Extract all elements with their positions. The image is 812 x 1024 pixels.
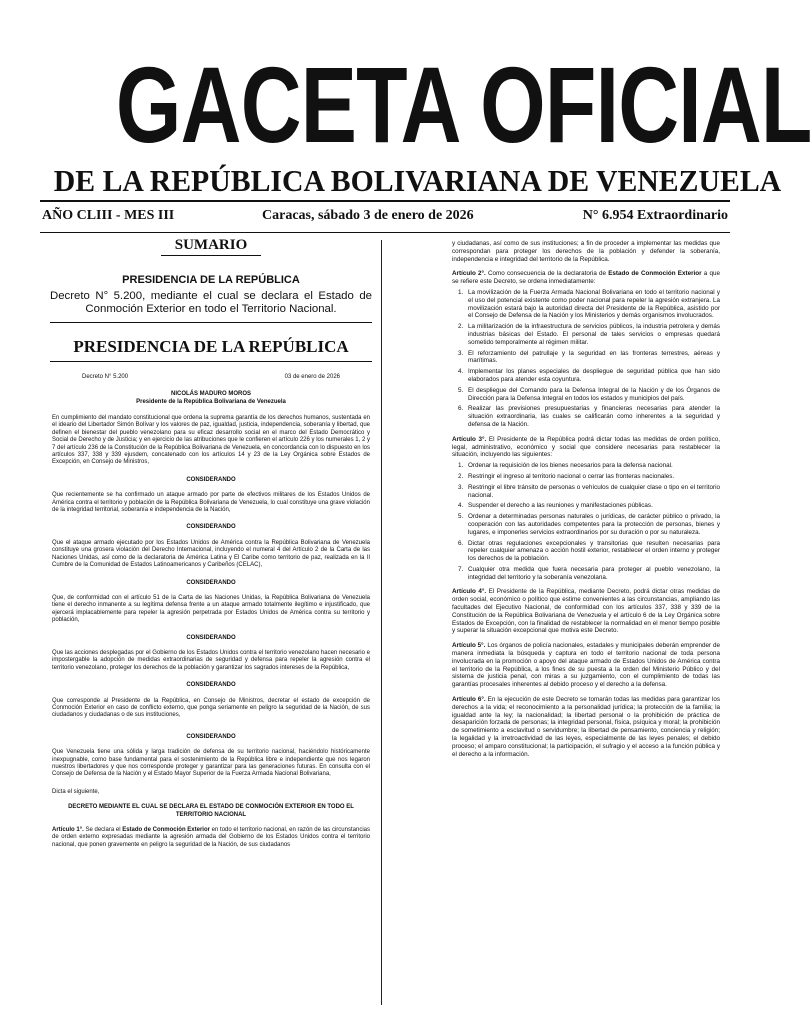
article-2-text-b: a que se refiere este Decreto, se ordena inmediatamente: [452,270,720,286]
article-6-label: Artículo 6°. [452,696,486,704]
article-1-text-a: Se declara el [83,827,123,834]
article-3 [452,436,720,459]
sumario-title: SUMARIO [174,237,248,253]
article-5 [452,642,720,689]
decree-date: 03 de enero de 2026 [284,374,340,380]
article-5-text: Los órganos de policía nacionales, estadales y municipales deberán emprender de manera inmediata la búsqueda y captura en todo el territorio nacional de toda persona involucrada en la promoción o apoyo del ataque armado de Estados Unidos de América contra el territorio de la República, a los fines de su puesta a la orden del Ministerio Público y del sistema de justicia penal, con miras a su juzgamiento, con el cumplimiento de todas las garantías procesales inherentes al debido proceso y el derecho a la defensa. [452,642,720,689]
list-item: 5. Ordenar a determinadas personas naturales o jurídicas, de carácter público o privado, la cooperación con las autoridades competentes para la protección de personas, bienes y lugares, e imponerles servicios extraordinarios por su duración o por su naturaleza. [458,513,720,536]
considerando-heading: CONSIDERANDO [186,634,236,641]
header-rule-top [40,200,730,202]
article-1-label: Artículo 1°. [52,827,84,834]
list-item: 3. Restringir el libre tránsito de personas o vehículos de cualquier clase o tipo en el territorio nacional. [458,483,720,499]
considerando-paragraph: Que el ataque armado ejecutado por los Estados Unidos de América contra la República Bolivariana de Venezuela constituye una grosera violación del Derecho Internacional, incluyendo el numeral 4 del Artículo 2 de la Carta de las Naciones Unidas, así como de la declaratoria de América Latina y El Caribe como territorio de paz, realizada en la II Cumbre de la Comunidad de Estados Latinoamericanos y Caribeños (CELAC), [52,539,370,569]
masthead [40,40,812,170]
considerando-paragraph: Que Venezuela tiene una sólida y larga tradición de defensa de su territorio nacional, haciéndolo históricamente inexpugnable, como base fundamental para el sostenimiento de la República libre e independiente que nos legaron nuestros libertadores y que nos corresponde proteger y garantizar para las generaciones futuras. En consulta con el Consejo de Defensa de la Nación y el Estado Mayor Superior de la Fuerza Armada Nacional Bolivariana, [52,749,370,778]
article-6-text: En la ejecución de este Decreto se tomarán todas las medidas para garantizar los derechos a la vida; el reconocimiento a la personalidad jurídica; la protección de la familia; la igualdad ante la ley; la nacionalidad; la libertad personal o la prohibición de práctica de desaparición forzada de personas; la integridad personal, física, psíquica y moral; la prohibición de sometimiento a esclavitud o servidumbre; la libertad de pensamiento, conciencia y religión; la legalidad y la irretroactividad de las leyes, especialmente de las leyes penales; el debido proceso; el amparo constitucional; la participación, el sufragio y el acceso a la función pública y el derecho a la información. [452,696,720,758]
article-2-list [452,289,720,429]
section-title: PRESIDENCIA DE LA REPÚBLICA [73,337,349,356]
considerando-heading: CONSIDERANDO [186,682,236,689]
sumario-underline [161,255,261,256]
article-3-list [452,462,720,581]
president-block [52,391,370,406]
list-item: 2. La militarización de la infraestructura de servicios públicos, la industria petrolera y demás industrias básicas del Estado. El personal de tales servicios o empresas quedará sometido temporalmente al régimen militar. [458,323,720,346]
list-item: 6. Dictar otras regulaciones excepcionales y transitorias que resulten necesarias para repeler cualquier amenaza o acción hostil exterior, restablecer el orden interno y proteger los derechos de la población. [458,539,720,563]
article-3-label: Artículo 3°. [452,435,487,443]
considerando-heading: CONSIDERANDO [186,524,236,531]
article-1-text-b: en todo el territorio nacional, en razón de las circunstancias de orden externo expresadas mediante la agresión armada del Gobierno de los Estados Unidos contra el territorio nacional, que ponen gravemente en peligro la seguridad de la Nación, de sus ciudadanos [52,827,370,848]
article-2-bold: Estado de Conmoción Exterior [608,270,702,278]
list-item: 3. El reforzamiento del patrullaje y la seguridad en las fronteras terrestres, aéreas y marítimas. [458,349,720,365]
article-4-text: El Presidente de la República, mediante Decreto, podrá dictar otras medidas de orden social, económico o político que estime convenientes a las circunstancias, ampliando las facultades del Ejecutivo Nacional, de conformidad con los artículos 337, 338 y 339 de la Constitución de la República Bolivariana de Venezuela y el artículo 6 de la Ley Orgánica sobre Estados de Excepción, con la finalidad de restablecer la normalidad en el menor tiempo posible y superar la situación excepcional que motiva este Decreto. [452,588,720,635]
considerando-heading: CONSIDERANDO [186,579,236,586]
article-1 [52,827,370,849]
article-3-text: El Presidente de la República podrá dictar todas las medidas de orden político, legal, administrativo, económico y social que considere necesarias para restablecer la situación, incluyendo las siguientes: [452,435,720,459]
column-divider [381,240,382,1005]
article-2 [452,270,720,286]
considerando-paragraph: Que las acciones desplegadas por el Gobierno de los Estados Unidos contra el territorio venezolano hacen necesario e impostergable la adopción de medidas extraordinarias de seguridad y defensa para repeler la agresión contra el territorio venezolano, proteger los derechos de la población y garantizar los sagrados intereses de la República, [52,649,370,671]
sumario-heading: PRESIDENCIA DE LA REPÚBLICA [122,274,300,286]
header-rule-bottom [40,232,730,233]
list-item: 4. Implementar los planes especiales de despliegue de seguridad pública que han sido elaborados para atender esta coyuntura. [458,368,720,383]
president-name: NICOLÁS MADURO MOROS [171,391,251,397]
article-1-bold: Estado de Conmoción Exterior [122,827,210,834]
article-4 [452,588,720,635]
considerando-heading: CONSIDERANDO [186,733,236,740]
left-column [50,236,372,849]
place-date: Caracas, sábado 3 de enero de 2026 [262,208,474,223]
considerando-paragraph: Que, de conformidad con el artículo 51 de la Carta de las Naciones Unidas, la República Bolivariana de Venezuela tiene el derecho inmanente a su legítima defensa frente a un ataque armado totalmente ilegítimo e injustificado, que ejercerá implacablemente para repeler la agresión perpetrada por Estados Unidos de América contra su territorio y población, [52,594,370,624]
president-title: Presidente de la República Bolivariana de Venezuela [136,398,286,405]
issue-number: N° 6.954 Extraordinario [582,208,728,223]
newspaper-title: GACETA OFICIAL [115,44,812,165]
article-5-label: Artículo 5°. [452,642,486,650]
decree-body [50,374,372,849]
article-2-label: Artículo 2°. [452,270,486,278]
decree-title: DECRETO MEDIANTE EL CUAL SE DECLARA EL ESTADO DE CONMOCIÓN EXTERIOR EN TODO EL TERRITORIO NACIONAL [68,804,354,818]
article-4-label: Artículo 4°. [452,588,487,596]
considerando-paragraph: Que corresponde al Presidente de la República, en Consejo de Ministros, decretar el estado de excepción de Conmoción Exterior en caso de conflicto externo, que ponga seriamente en peligro la seguridad de la Nación, de sus ciudadanos y ciudadanas o de sus instituciones, [52,697,370,719]
sumario-decree: Decreto N° 5.200, mediante el cual se declara el Estado de Conmoción Exterior en todo el Territorio Nacional. [50,290,372,315]
list-item: 5. El despliegue del Comando para la Defensa Integral de la Nación y de los Órganos de Dirección para la Defensa Integral en todos los estados y municipios del país. [458,386,720,402]
year-month: AÑO CLIII - MES III [42,208,175,223]
list-item: 4. Suspender el derecho a las reuniones y manifestaciones públicas. [458,502,653,510]
considerando-paragraph: Que recientemente se ha confirmado un ataque armado por parte de efectivos militares de los Estados Unidos de América contra el territorio y población de la República Bolivariana de Venezuela, lo cual constituye una grave violación de la integridad territorial, soberanía e independencia de la Nación, [52,492,370,514]
list-item: 2. Restringir el ingreso al territorio nacional o cerrar las fronteras nacionales. [458,472,675,480]
article-1-continuation: y ciudadanas, así como de sus instituciones; a fin de proceder a implementar las medidas que correspondan para proteger los derechos de la población y defender la soberanía, independencia e integridad del territorio de la República. [452,240,720,263]
article-2-text-a: Como consecuencia de la declaratoria de [485,270,609,278]
list-item: 1. La movilización de la Fuerza Armada Nacional Bolivariana en todo el territorio nacional y el uso del potencial existente como poder nacional para repeler la agresión extranjera. La movilización estará bajo la autoridad directa del Presidente de la República, asistido por el Consejo de Defensa de la Nación y los Ministerios y demás organismos involucrados. [458,288,720,320]
preamble: En cumplimiento del mandato constitucional que ordena la suprema garantía de los derechos humanos, sustentada en el ideario del Libertador Simón Bolívar y los valores de paz, igualdad, justicia, independencia, soberanía y libertad, que definen el bienestar del pueblo venezolano para su eficaz desarrollo social en el marco del Estado Democrático y Social de Derecho y de Justicia; y en ejercicio de las atribuciones que le confieren el artículo 226 y los numerales 1, 2 y 7 del artículo 236 de la Constitución de la República Bolivariana de Venezuela, en concordancia con lo dispuesto en los artículos 337, 338 y 339 ejusdem, concatenado con los artículos 14 y 23 de la Ley Orgánica sobre Estados de Excepción, en Consejo de Ministros, [52,415,370,466]
list-item: 6. Realizar las previsiones presupuestarias y financieras necesarias para atender la situación extraordinaria, las cuales se calificarán como inherentes a la seguridad y defensa de la Nación. [458,405,720,428]
section-rule-2 [50,361,372,362]
dateline [40,208,730,228]
considerando-heading: CONSIDERANDO [186,476,236,483]
list-item: 1. Ordenar la requisición de los bienes necesarios para la defensa nacional. [458,462,673,470]
decree-number: Decreto N° 5.200 [82,374,129,380]
article-6 [452,696,720,758]
dicta-line: Dicta el siguiente, [52,788,100,795]
right-column [452,240,720,758]
section-rule [50,322,372,323]
decree-header-line [52,374,370,384]
newspaper-subtitle: DE LA REPÚBLICA BOLIVARIANA DE VENEZUELA [53,163,782,198]
list-item: 7. Cualquier otra medida que fuera necesaria para proteger al pueblo venezolano, la integridad del territorio y la soberanía venezolana. [458,565,720,581]
